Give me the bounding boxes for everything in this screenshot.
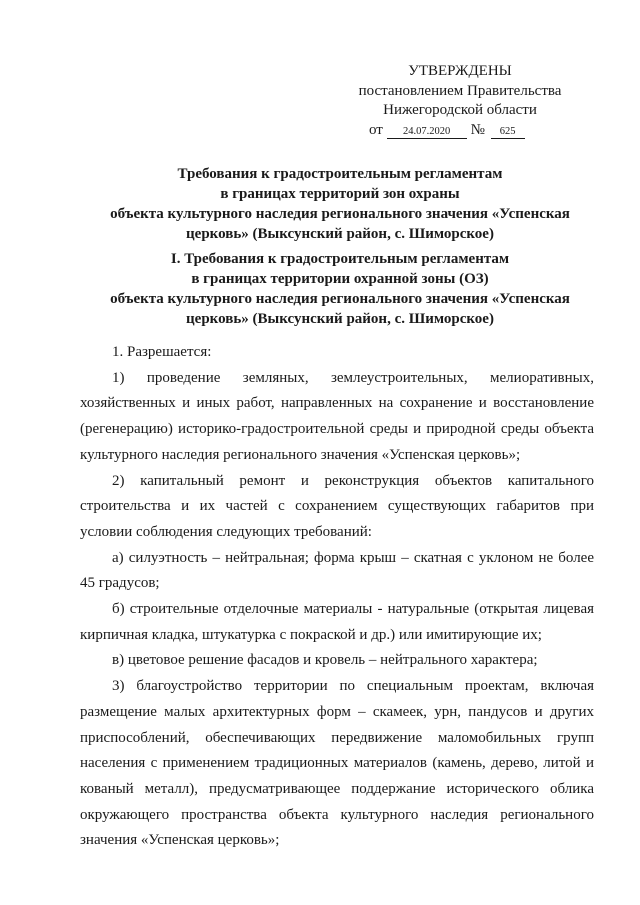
approval-stamp bbox=[340, 62, 580, 140]
document-title-line: объекта культурного наследия регионального значения «Успенская bbox=[110, 206, 570, 222]
approval-number: 625 bbox=[491, 125, 525, 139]
paragraph-line: населения с применением традиционных материалов (камень, дерево, литой и bbox=[80, 755, 594, 772]
paragraph-line: а) силуэтность – нейтральная; форма крыш – скатная с уклоном не более bbox=[112, 549, 594, 566]
paragraph-line: размещение малых архитектурных форм – скамеек, урн, пандусов и других bbox=[80, 703, 594, 720]
paragraph-line: кирпичная кладка, штукатурка с покраской и др.) или имитирующие их; bbox=[80, 626, 542, 643]
document-title-line: Требования к градостроительным регламентам bbox=[177, 166, 503, 182]
paragraph-line: 3) благоустройство территории по специальным проектам, включая bbox=[112, 678, 594, 695]
from-label: от bbox=[369, 121, 383, 138]
approval-line-2: Нижегородской области bbox=[383, 102, 537, 118]
paragraph-line: 45 градусов; bbox=[80, 575, 160, 592]
section-heading-line: I. Требования к градостроительным регламентам bbox=[170, 251, 510, 267]
section-heading bbox=[60, 249, 620, 329]
paragraph-item-2b bbox=[80, 597, 594, 648]
paragraph-line: кованый металл), предусматривающее поддержание исторического облика bbox=[80, 780, 594, 797]
approval-date-line bbox=[340, 121, 580, 141]
paragraph-item-2a bbox=[80, 546, 594, 597]
section-heading-line: в границах территории охранной зоны (ОЗ) bbox=[191, 271, 489, 287]
number-sign: № bbox=[470, 121, 485, 138]
document-body bbox=[80, 340, 594, 854]
paragraph-item-1 bbox=[80, 366, 594, 469]
paragraph-line: 2) капитальный ремонт и реконструкция объектов капитального bbox=[112, 472, 594, 489]
paragraph-line: окружающего пространства объекта культурного наследия регионального bbox=[80, 806, 594, 823]
paragraph-line: 1) проведение земляных, землеустроительных, мелиоративных, bbox=[112, 369, 594, 386]
paragraph-item-3 bbox=[80, 674, 594, 854]
document-title-line: в границах территорий зон охраны bbox=[220, 186, 460, 202]
paragraph-line: в) цветовое решение фасадов и кровель – нейтрального характера; bbox=[112, 652, 538, 669]
paragraph-allowed bbox=[80, 340, 594, 366]
paragraph-line: хозяйственных и иных работ, направленных на сохранение и восстановление bbox=[80, 395, 594, 412]
paragraph-line: приспособлений, обеспечивающих передвижение маломобильных групп bbox=[80, 729, 594, 746]
approval-title: УТВЕРЖДЕНЫ bbox=[408, 63, 512, 79]
approval-date: 24.07.2020 bbox=[387, 125, 467, 139]
paragraph-line: (регенерацию) историко-градостроительной среды и природной среды объекта bbox=[80, 421, 594, 438]
section-heading-line: церковь» (Выксунский район, с. Шиморское) bbox=[186, 311, 494, 327]
paragraph-item-2c bbox=[80, 648, 594, 674]
document-title bbox=[60, 164, 620, 244]
section-heading-line: объекта культурного наследия регионального значения «Успенская bbox=[110, 291, 570, 307]
document-title-line: церковь» (Выксунский район, с. Шиморское) bbox=[186, 226, 494, 242]
paragraph-line: культурного наследия регионального значения «Успенская церковь»; bbox=[80, 446, 521, 463]
paragraph-line: строительства и их частей с сохранением существующих габаритов при bbox=[80, 498, 594, 515]
paragraph-line: значения «Успенская церковь»; bbox=[80, 832, 280, 849]
approval-line-1: постановлением Правительства bbox=[358, 82, 562, 99]
paragraph-item-2 bbox=[80, 469, 594, 546]
paragraph-line: б) строительные отделочные материалы - натуральные (открытая лицевая bbox=[112, 601, 594, 618]
paragraph-line: условии соблюдения следующих требований: bbox=[80, 523, 372, 540]
paragraph-line: 1. Разрешается: bbox=[112, 344, 212, 360]
